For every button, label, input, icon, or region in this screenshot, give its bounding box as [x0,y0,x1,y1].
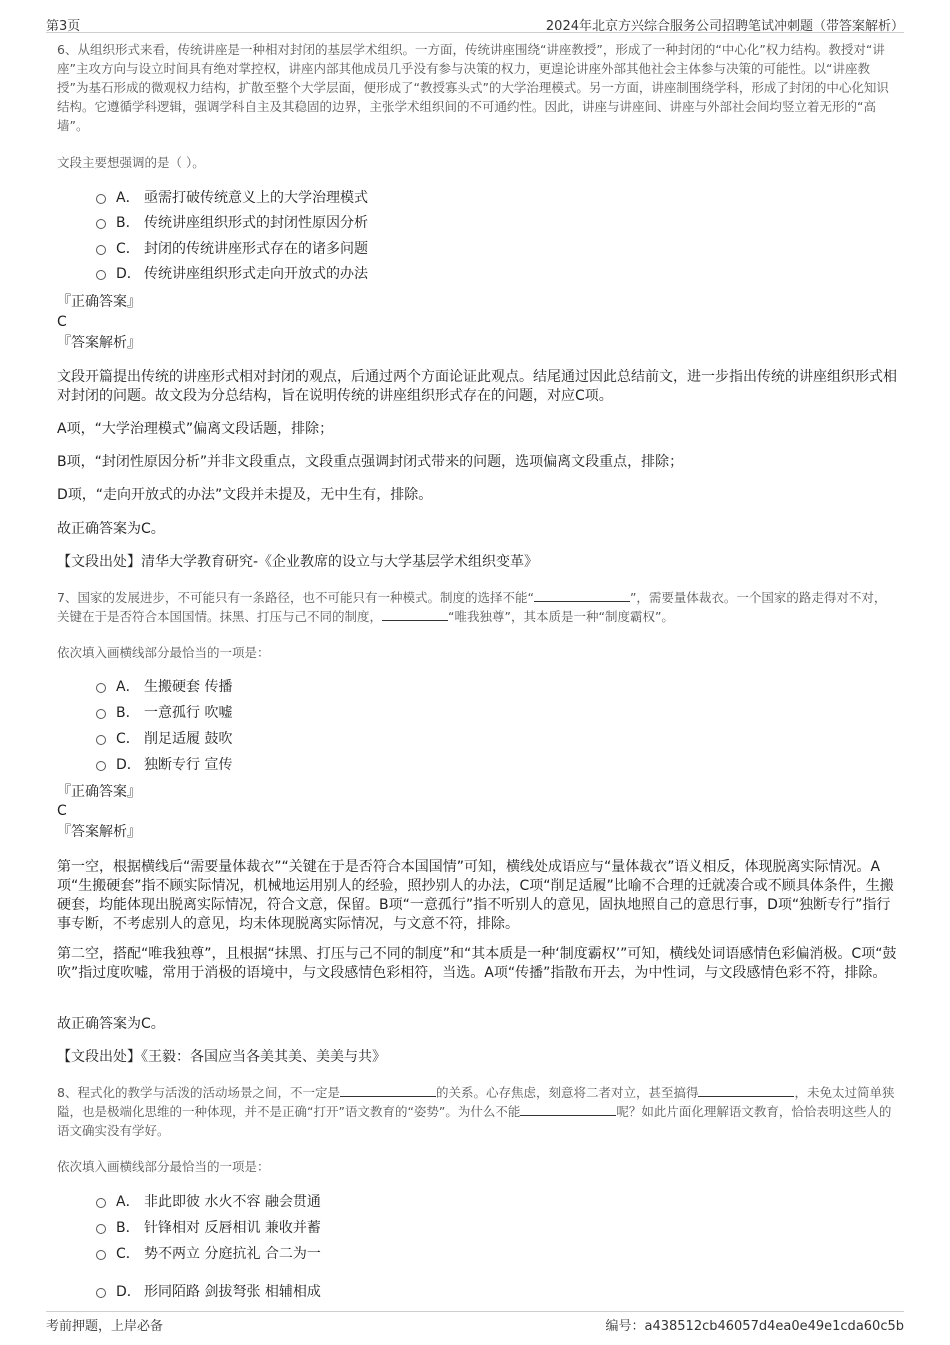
q6-answer-header: 『正确答案』 [57,294,141,310]
q7-passage: 7、国家的发展进步，不可能只有一条路径，也不可能只有一种模式。制度的选择不能“ ”，需要量体裁衣。一个国家的路走得对不对，关键在于是否符合本国国情。抹黑、打压与己不同的制度， “唯我独尊”，其本质是一种“制度霸权”。 [57,590,887,624]
q6-analysis-header: 『答案解析』 [57,335,141,351]
radio-icon[interactable] [96,245,106,255]
radio-icon[interactable] [96,270,106,280]
radio-icon[interactable] [96,1198,106,1208]
q7-analysis-second-blank: 第二空，搭配“唯我独尊”，且根据“抹黑、打压与己不同的制度”和“其本质是一种‘制度霸权’”可知，横线处词语感情色彩偏消极。C项“鼓吹”指过度吹嘘，常用于消极的语境中，与文段感情色彩相符，当选。A项“传播”指散布开去，为中性词，与文段感情色彩不符，排除。 [57,946,897,981]
q6-passage: 6、从组织形式来看，传统讲座是一种相对封闭的基层学术组织。一方面，传统讲座围绕“讲座教授”，形成了一种封闭的“中心化”权力结构。教授对“讲座”主攻方向与设立时间具有绝对掌控权，讲座内部其他成员几乎没有参与决策的权力，更遑论讲座外部其他社会主体参与决策的可能性。以“讲座教授”为基石形成的微观权力结构，扩散至整个大学层面，便形成了“教授寡头式”的大学治理模式。另一方面，讲座制围绕学科，形成了封闭的中心化知识结构。它遵循学科逻辑，强调学科自主及其稳固的边界，主张学术组织间的不可通约性。因此，讲座与讲座间、讲座与外部社会间均竖立着无形的“高墙”。 [57,42,889,133]
q6-option-a[interactable]: A． 亟需打破传统意义上的大学治理模式 [96,187,368,209]
page-number: 第3页 [46,19,81,34]
radio-icon[interactable] [96,735,106,745]
blank-line [340,1084,436,1097]
q6-question: 文段主要想强调的是（ ）。 [57,155,205,170]
blank-line [520,1103,616,1116]
page-footer [46,1311,904,1334]
radio-icon[interactable] [96,194,106,204]
q7-analysis-header: 『答案解析』 [57,824,141,840]
blank-line [534,589,630,602]
q8-option-b[interactable]: B． 针锋相对 反唇相讥 兼收并蓄 [96,1217,321,1239]
q6-source: 【文段出处】清华大学教育研究-《企业教席的设立与大学基层学术组织变革》 [57,554,539,570]
q7-question: 依次填入画横线部分最恰当的一项是： [57,645,270,660]
q6-option-b[interactable]: B． 传统讲座组织形式的封闭性原因分析 [96,212,368,234]
q8-option-c[interactable]: C． 势不两立 分庭抗礼 合二为一 [96,1243,321,1265]
q6-conclusion: 故正确答案为C。 [57,521,165,537]
q7-analysis-first-blank: 第一空，根据横线后“需要量体裁衣”“关键在于是否符合本国国情”可知，横线处成语应与“量体裁衣”语义相反，体现脱离实际情况。A项“生搬硬套”指不顾实际情况，机械地运用别人的经验，照抄别人的办法，C项“削足适履”比喻不合理的迁就凑合或不顾具体条件，生搬硬套，均能体现出脱离实际情况，符合文意，保留。B项“一意孤行”指不听别人的意见，固执地照自己的意思行事，D项“独断专行”指行事专断，不考虑别人的意见，均未体现脱离实际情况，与文意不符，排除。 [57,859,894,932]
radio-icon[interactable] [96,683,106,693]
q6-option-d[interactable]: D． 传统讲座组织形式走向开放式的办法 [96,263,368,285]
q6-answer: C [57,314,67,330]
q8-passage: 8、程式化的教学与活泼的活动场景之间，不一定是 的关系。心存焦虑，刻意将二者对立，甚至搞得 ，未免太过简单狭隘，也是极端化思维的一种体现，并不是正确“打开”语文教育的“姿势”。为什么不能 呢？如此片面化理解语文教育，恰恰表明这些人的语文确实没有学好。 [57,1085,895,1138]
q6-analysis-a: A项，“大学治理模式”偏离文段话题，排除； [57,421,334,437]
radio-icon[interactable] [96,709,106,719]
q6-option-c[interactable]: C． 封闭的传统讲座形式存在的诸多问题 [96,238,368,260]
document-id: 编号：a438512cb46057d4ea0e49e1cda60c5b [605,1319,904,1334]
radio-icon[interactable] [96,761,106,771]
q7-option-c[interactable]: C． 削足适履 鼓吹 [96,728,232,750]
radio-icon[interactable] [96,1250,106,1260]
q7-option-a[interactable]: A． 生搬硬套 传播 [96,676,232,698]
q7-answer: C [57,803,67,819]
q6-analysis-b: B项，“封闭性原因分析”并非文段重点，文段重点强调封闭式带来的问题，选项偏离文段重点，排除； [57,454,684,470]
q7-answer-header: 『正确答案』 [57,784,141,800]
document-title: 2024年北京方兴综合服务公司招聘笔试冲刺题（带答案解析） [545,19,904,34]
q6-analysis-main: 文段开篇提出传统的讲座形式相对封闭的观点，后通过两个方面论证此观点。结尾通过因此总结前文，进一步指出传统的讲座组织形式相对封闭的问题。故文段为分总结构，旨在说明传统的讲座组织形式存在的问题，对应C项。 [57,369,897,404]
footer-slogan: 考前押题，上岸必备 [46,1319,164,1334]
q8-option-a[interactable]: A． 非此即彼 水火不容 融会贯通 [96,1191,321,1213]
radio-icon[interactable] [96,1288,106,1298]
q7-option-d[interactable]: D． 独断专行 宣传 [96,754,232,776]
q8-option-d[interactable]: D． 形同陌路 剑拔弩张 相辅相成 [96,1281,321,1303]
blank-line [382,608,448,621]
q8-question: 依次填入画横线部分最恰当的一项是： [57,1159,270,1174]
q7-source: 【文段出处】《王毅：各国应当各美其美、美美与共》 [57,1049,386,1065]
q6-analysis-d: D项，“走向开放式的办法”文段并未提及，无中生有，排除。 [57,487,433,503]
q7-conclusion: 故正确答案为C。 [57,1016,165,1032]
radio-icon[interactable] [96,219,106,229]
q7-option-b[interactable]: B． 一意孤行 吹嘘 [96,702,232,724]
blank-line [698,1084,794,1097]
page-header [46,10,904,33]
radio-icon[interactable] [96,1224,106,1234]
